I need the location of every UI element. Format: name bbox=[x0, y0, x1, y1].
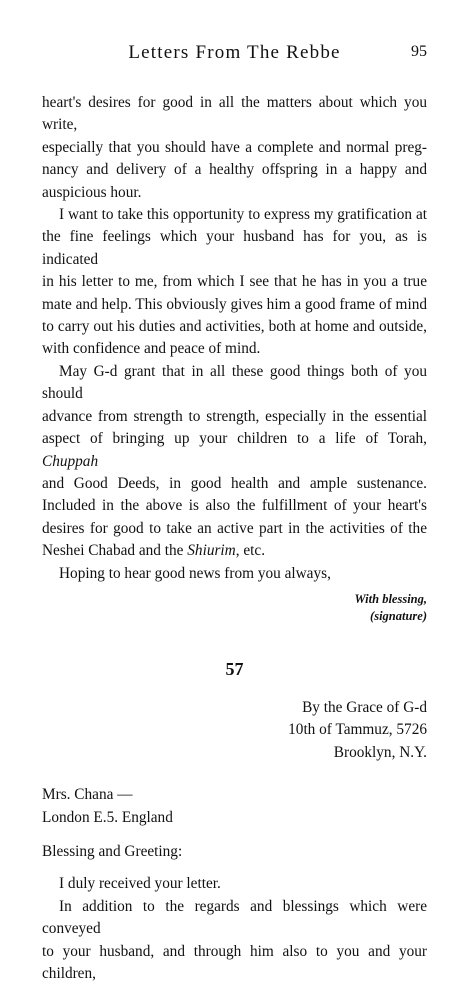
dateline-line: By the Grace of G-d bbox=[302, 698, 427, 716]
text-line bbox=[42, 540, 427, 562]
italic-term: Chuppah bbox=[42, 452, 99, 470]
text-line bbox=[42, 428, 427, 473]
paragraph-blessing bbox=[42, 361, 427, 563]
text-line: May G-d grant that in all these good things both of you should bbox=[42, 362, 427, 403]
text-line: auspicious hour. bbox=[42, 183, 142, 201]
dateline-line: Brooklyn, N.Y. bbox=[333, 743, 427, 761]
text-line: Hoping to hear good news from you always, bbox=[59, 564, 331, 582]
text-line: nancy and delivery of a healthy offspring in a happy and bbox=[42, 161, 427, 179]
letter-closing bbox=[42, 591, 427, 625]
text-run: Neshei Chabad and the bbox=[42, 542, 188, 560]
addressee bbox=[42, 784, 427, 829]
text-line: to your husband, and through him also to you and your children, bbox=[42, 942, 427, 982]
text-line: In addition to the regards and blessings which were conveyed bbox=[42, 897, 427, 938]
text-line: advance from strength to strength, especially in the essential bbox=[42, 407, 427, 425]
text-line: I duly received your letter. bbox=[59, 875, 221, 893]
page-number: 95 bbox=[411, 43, 427, 60]
salutation: Blessing and Greeting: bbox=[42, 842, 183, 860]
letter-number: 57 bbox=[225, 658, 244, 679]
italic-term: Shiurim bbox=[187, 542, 236, 560]
text-run: , etc. bbox=[235, 542, 266, 560]
addressee-name: Mrs. Chana — bbox=[42, 786, 133, 804]
text-line: I want to take this opportunity to express my gratification at bbox=[59, 206, 427, 224]
text-line: mate and help. This obviously gives him a good frame of mind bbox=[42, 295, 427, 313]
text-line: desires for good to take an active part in the activities of the bbox=[42, 519, 427, 537]
text-line: and Good Deeds, in good health and ample sustenance. bbox=[42, 474, 427, 492]
paragraph-regards bbox=[42, 896, 427, 985]
paragraph-gratification bbox=[42, 204, 427, 361]
text-line: heart's desires for good in all the matters about which you write, bbox=[42, 94, 427, 134]
running-head bbox=[42, 42, 427, 64]
text-line: Included in the above is also the fulfillment of your heart's bbox=[42, 497, 427, 515]
dateline-line: 10th of Tammuz, 5726 bbox=[288, 721, 427, 739]
book-title: Letters From The Rebbe bbox=[128, 42, 341, 63]
paragraph-continued bbox=[42, 92, 427, 204]
addressee-location: London E.5. England bbox=[42, 808, 173, 826]
dateline bbox=[42, 697, 427, 764]
paragraph-hoping bbox=[42, 563, 427, 585]
text-line: the fine feelings which your husband has for you, as is indicated bbox=[42, 228, 427, 268]
text-line: in his letter to me, from which I see that he has in you a true bbox=[42, 273, 427, 291]
text-line: to carry out his duties and activities, both at home and outside, bbox=[42, 318, 427, 336]
text-run: aspect of bringing up your children to a life of Torah, bbox=[42, 430, 427, 448]
paragraph-received bbox=[42, 873, 427, 895]
text-line: especially that you should have a complete and normal preg- bbox=[42, 138, 427, 156]
closing-signature: (signature) bbox=[370, 608, 427, 623]
text-line: with confidence and peace of mind. bbox=[42, 340, 261, 358]
closing-blessing: With blessing, bbox=[354, 591, 427, 606]
page-body bbox=[42, 92, 427, 985]
